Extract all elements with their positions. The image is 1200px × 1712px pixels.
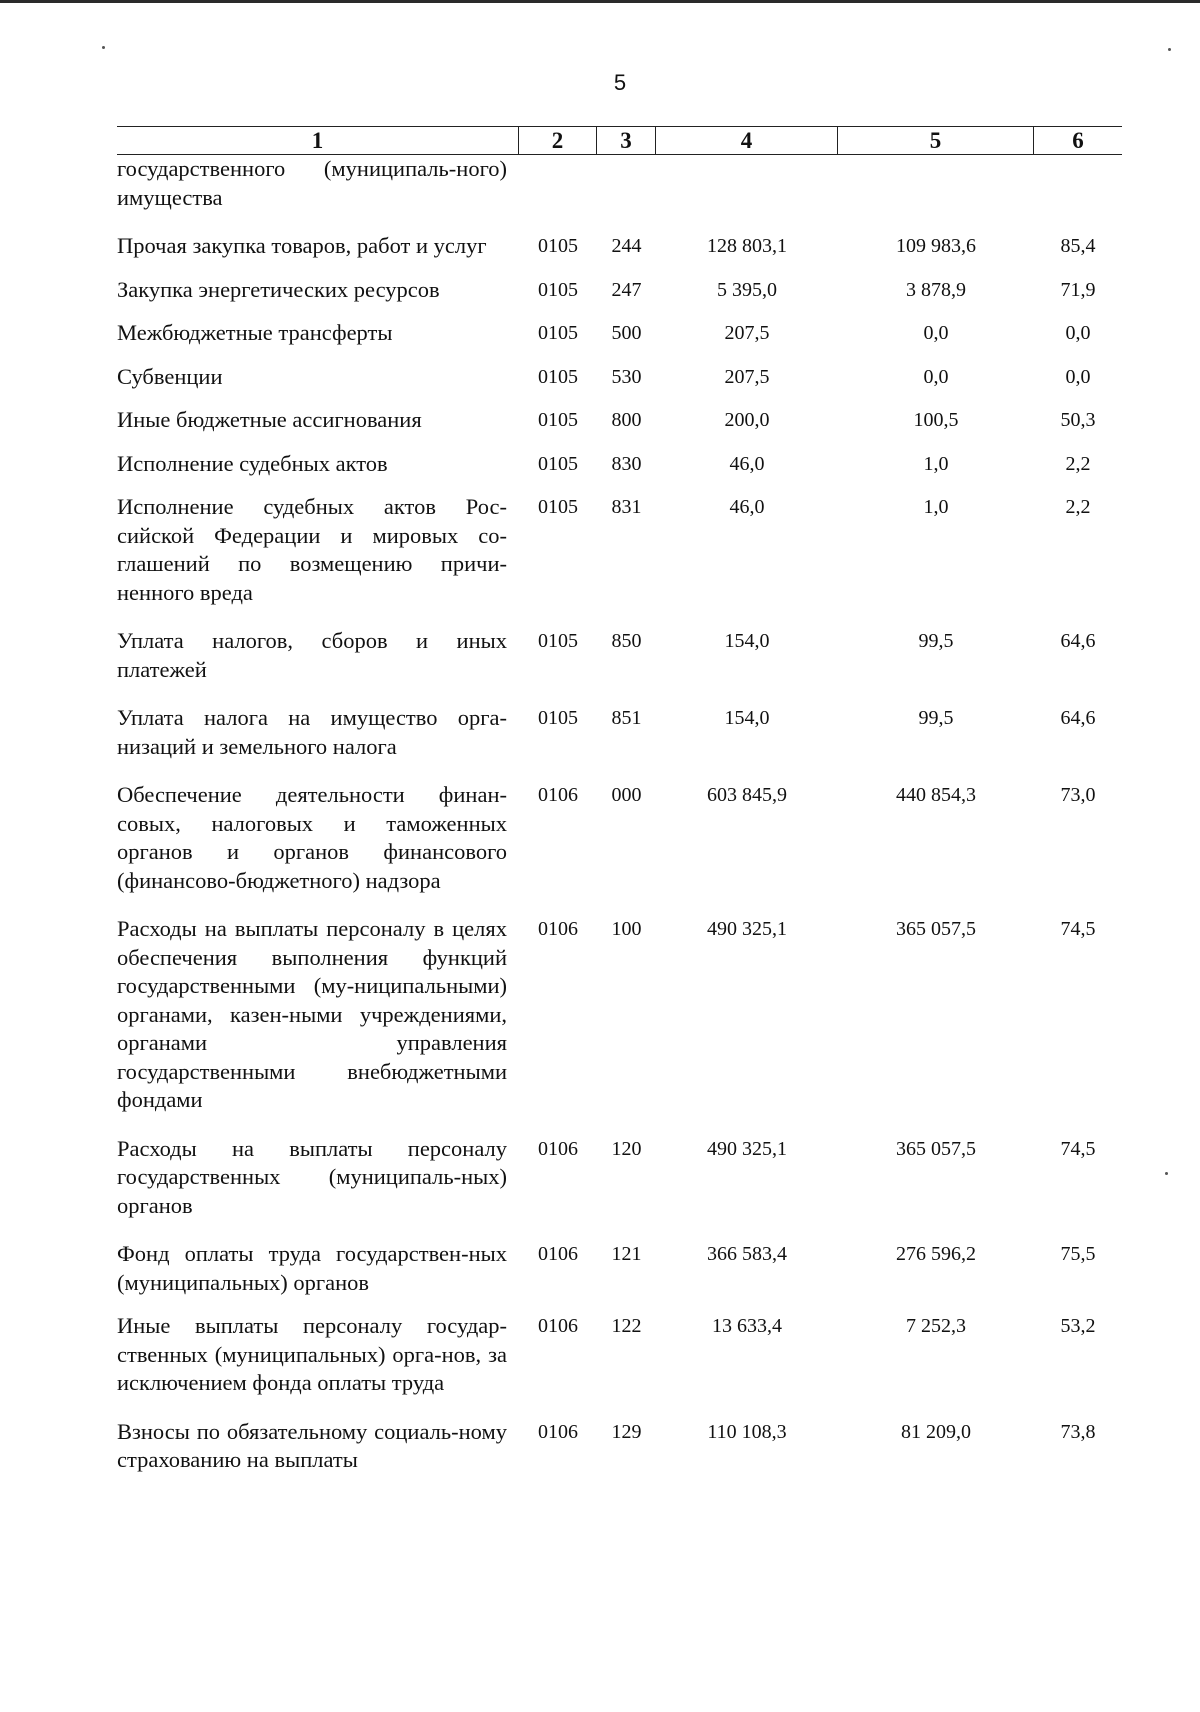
section-code-cell: 0105 bbox=[538, 365, 578, 388]
table-row bbox=[117, 232, 1122, 261]
table-row bbox=[117, 276, 1122, 305]
execution-percent-cell: 0,0 bbox=[1065, 322, 1091, 344]
section-code-cell: 0106 bbox=[538, 1420, 578, 1443]
column-header: 4 bbox=[656, 127, 838, 154]
section-code-cell: 0105 bbox=[538, 707, 578, 729]
expense-type-cell: 830 bbox=[611, 452, 642, 475]
executed-amount-cell: 440 854,3 bbox=[896, 784, 976, 806]
executed-amount-cell: 276 596,2 bbox=[896, 1243, 976, 1265]
execution-percent-cell: 73,8 bbox=[1060, 1420, 1096, 1443]
executed-amount-cell: 365 057,5 bbox=[896, 918, 976, 940]
column-header: 5 bbox=[838, 127, 1034, 154]
column-header: 6 bbox=[1072, 128, 1084, 153]
expense-type-cell: 244 bbox=[611, 235, 642, 257]
executed-amount-cell: 99,5 bbox=[918, 707, 954, 729]
execution-percent-cell: 74,5 bbox=[1060, 1137, 1096, 1160]
planned-amount-cell: 154,0 bbox=[724, 630, 770, 652]
executed-amount-cell: 3 878,9 bbox=[906, 278, 966, 301]
planned-amount-cell: 490 325,1 bbox=[707, 1137, 787, 1160]
execution-percent-cell: 73,0 bbox=[1060, 784, 1096, 806]
table-row bbox=[117, 155, 1122, 212]
executed-amount-cell: 0,0 bbox=[923, 322, 949, 344]
planned-amount-cell: 207,5 bbox=[724, 365, 770, 388]
execution-percent-cell bbox=[1034, 155, 1122, 212]
section-code-cell: 0105 bbox=[538, 322, 578, 344]
section-code-cell: 0105 bbox=[538, 452, 578, 475]
expense-type-cell: 129 bbox=[611, 1420, 642, 1443]
expense-type-cell: 500 bbox=[611, 322, 642, 344]
row-name-cell: Межбюджетные трансферты bbox=[117, 320, 393, 345]
row-name-cell: Расходы на выплаты персоналу в целях обеспечения выполнения функций государственными (му-ниципальными) органами, казен-ными учреждениями, органами управления государственными внебюджетными фондами bbox=[117, 916, 507, 1112]
expense-type-cell: 247 bbox=[611, 278, 642, 301]
planned-amount-cell bbox=[656, 155, 838, 212]
table-row bbox=[117, 915, 1122, 1115]
table-row bbox=[117, 1135, 1122, 1221]
expense-type-cell: 120 bbox=[611, 1137, 642, 1160]
executed-amount-cell: 7 252,3 bbox=[906, 1315, 966, 1337]
execution-percent-cell: 71,9 bbox=[1060, 278, 1096, 301]
section-code-cell: 0105 bbox=[538, 235, 578, 257]
table-row bbox=[117, 450, 1122, 479]
expense-type-cell: 800 bbox=[611, 409, 642, 431]
row-name-cell: Прочая закупка товаров, работ и услуг bbox=[117, 233, 487, 258]
planned-amount-cell: 46,0 bbox=[729, 452, 765, 475]
table-body bbox=[117, 155, 1122, 1475]
table-row bbox=[117, 1418, 1122, 1475]
planned-amount-cell: 200,0 bbox=[724, 409, 770, 431]
scan-speck bbox=[1165, 1172, 1168, 1175]
expense-type-cell: 850 bbox=[611, 630, 642, 652]
planned-amount-cell: 46,0 bbox=[729, 496, 765, 518]
row-name-cell: Иные бюджетные ассигнования bbox=[117, 407, 422, 432]
section-code-cell: 0105 bbox=[538, 630, 578, 652]
table-row bbox=[117, 627, 1122, 684]
row-name-cell: Иные выплаты персоналу государ-ственных (муниципальных) орга-нов, за исключением фонда оплаты труда bbox=[117, 1313, 507, 1395]
executed-amount-cell: 0,0 bbox=[923, 365, 949, 388]
section-code-cell: 0105 bbox=[538, 496, 578, 518]
table-row bbox=[117, 704, 1122, 761]
row-name-cell: государственного (муниципаль-ного) имущества bbox=[117, 156, 507, 210]
planned-amount-cell: 128 803,1 bbox=[707, 235, 787, 257]
execution-percent-cell: 75,5 bbox=[1060, 1243, 1096, 1265]
section-code-cell: 0106 bbox=[538, 918, 578, 940]
executed-amount-cell: 1,0 bbox=[923, 496, 949, 518]
expense-type-cell: 000 bbox=[611, 784, 642, 806]
planned-amount-cell: 366 583,4 bbox=[707, 1243, 787, 1265]
executed-amount-cell: 99,5 bbox=[918, 630, 954, 652]
table-row bbox=[117, 781, 1122, 895]
executed-amount-cell: 365 057,5 bbox=[896, 1137, 976, 1160]
row-name-cell: Взносы по обязательному социаль-ному страхованию на выплаты bbox=[117, 1418, 507, 1472]
execution-percent-cell: 50,3 bbox=[1060, 409, 1096, 431]
section-code-cell: 0105 bbox=[538, 409, 578, 431]
execution-percent-cell: 2,2 bbox=[1065, 496, 1091, 518]
row-name-cell: Исполнение судебных актов bbox=[117, 450, 388, 476]
execution-percent-cell: 85,4 bbox=[1060, 235, 1096, 257]
row-name-cell: Закупка энергетических ресурсов bbox=[117, 276, 440, 302]
column-header: 3 bbox=[597, 127, 656, 154]
planned-amount-cell: 13 633,4 bbox=[712, 1315, 782, 1337]
executed-amount-cell: 81 209,0 bbox=[901, 1420, 971, 1443]
execution-percent-cell: 53,2 bbox=[1060, 1315, 1096, 1337]
row-name-cell: Исполнение судебных актов Рос-сийской Федерации и мировых со-глашений по возмещению причи-ненного вреда bbox=[117, 494, 507, 605]
executed-amount-cell: 1,0 bbox=[923, 452, 949, 475]
budget-table bbox=[117, 126, 1122, 1475]
table-header bbox=[117, 126, 1122, 155]
row-name-cell: Уплата налогов, сборов и иных платежей bbox=[117, 628, 507, 682]
planned-amount-cell: 603 845,9 bbox=[707, 784, 787, 806]
expense-type-cell: 121 bbox=[611, 1243, 642, 1265]
column-header: 1 bbox=[117, 127, 519, 154]
section-code-cell: 0106 bbox=[538, 1315, 578, 1337]
row-name-cell: Расходы на выплаты персоналу государственных (муниципаль-ных) органов bbox=[117, 1135, 507, 1218]
executed-amount-cell: 100,5 bbox=[913, 409, 959, 431]
table-row bbox=[117, 1240, 1122, 1297]
execution-percent-cell: 64,6 bbox=[1060, 707, 1096, 729]
planned-amount-cell: 5 395,0 bbox=[717, 278, 777, 301]
execution-percent-cell: 64,6 bbox=[1060, 630, 1096, 652]
scan-speck bbox=[102, 46, 105, 49]
row-name-cell: Обеспечение деятельности финан-совых, налоговых и таможенных органов и органов финансового (финансово-бюджетного) надзора bbox=[117, 782, 507, 893]
row-name-cell: Фонд оплаты труда государствен-ных (муниципальных) органов bbox=[117, 1241, 507, 1295]
planned-amount-cell: 110 108,3 bbox=[707, 1420, 787, 1443]
row-name-cell: Уплата налога на имущество орга-низаций и земельного налога bbox=[117, 705, 507, 759]
execution-percent-cell: 74,5 bbox=[1060, 918, 1096, 940]
expense-type-cell: 122 bbox=[611, 1315, 642, 1337]
planned-amount-cell: 154,0 bbox=[724, 707, 770, 729]
scan-speck bbox=[1168, 48, 1171, 51]
expense-type-cell bbox=[597, 155, 656, 212]
table-row bbox=[117, 406, 1122, 435]
table-row bbox=[117, 319, 1122, 348]
section-code-cell: 0105 bbox=[538, 278, 578, 301]
table-row bbox=[117, 363, 1122, 392]
table-row bbox=[117, 493, 1122, 607]
scan-top-edge bbox=[0, 0, 1200, 3]
section-code-cell: 0106 bbox=[538, 1137, 578, 1160]
section-code-cell: 0106 bbox=[538, 784, 578, 806]
execution-percent-cell: 2,2 bbox=[1065, 452, 1091, 475]
execution-percent-cell: 0,0 bbox=[1065, 365, 1091, 388]
expense-type-cell: 831 bbox=[611, 496, 642, 518]
row-name-cell: Субвенции bbox=[117, 363, 223, 389]
planned-amount-cell: 490 325,1 bbox=[707, 918, 787, 940]
table-row bbox=[117, 1312, 1122, 1398]
expense-type-cell: 100 bbox=[611, 918, 642, 940]
executed-amount-cell bbox=[838, 155, 1034, 212]
expense-type-cell: 851 bbox=[611, 707, 642, 729]
page-number: 5 bbox=[613, 70, 627, 95]
executed-amount-cell: 109 983,6 bbox=[896, 235, 976, 257]
column-header: 2 bbox=[519, 127, 597, 154]
section-code-cell bbox=[519, 155, 597, 212]
section-code-cell: 0106 bbox=[538, 1243, 578, 1265]
planned-amount-cell: 207,5 bbox=[724, 322, 770, 344]
expense-type-cell: 530 bbox=[611, 365, 642, 388]
